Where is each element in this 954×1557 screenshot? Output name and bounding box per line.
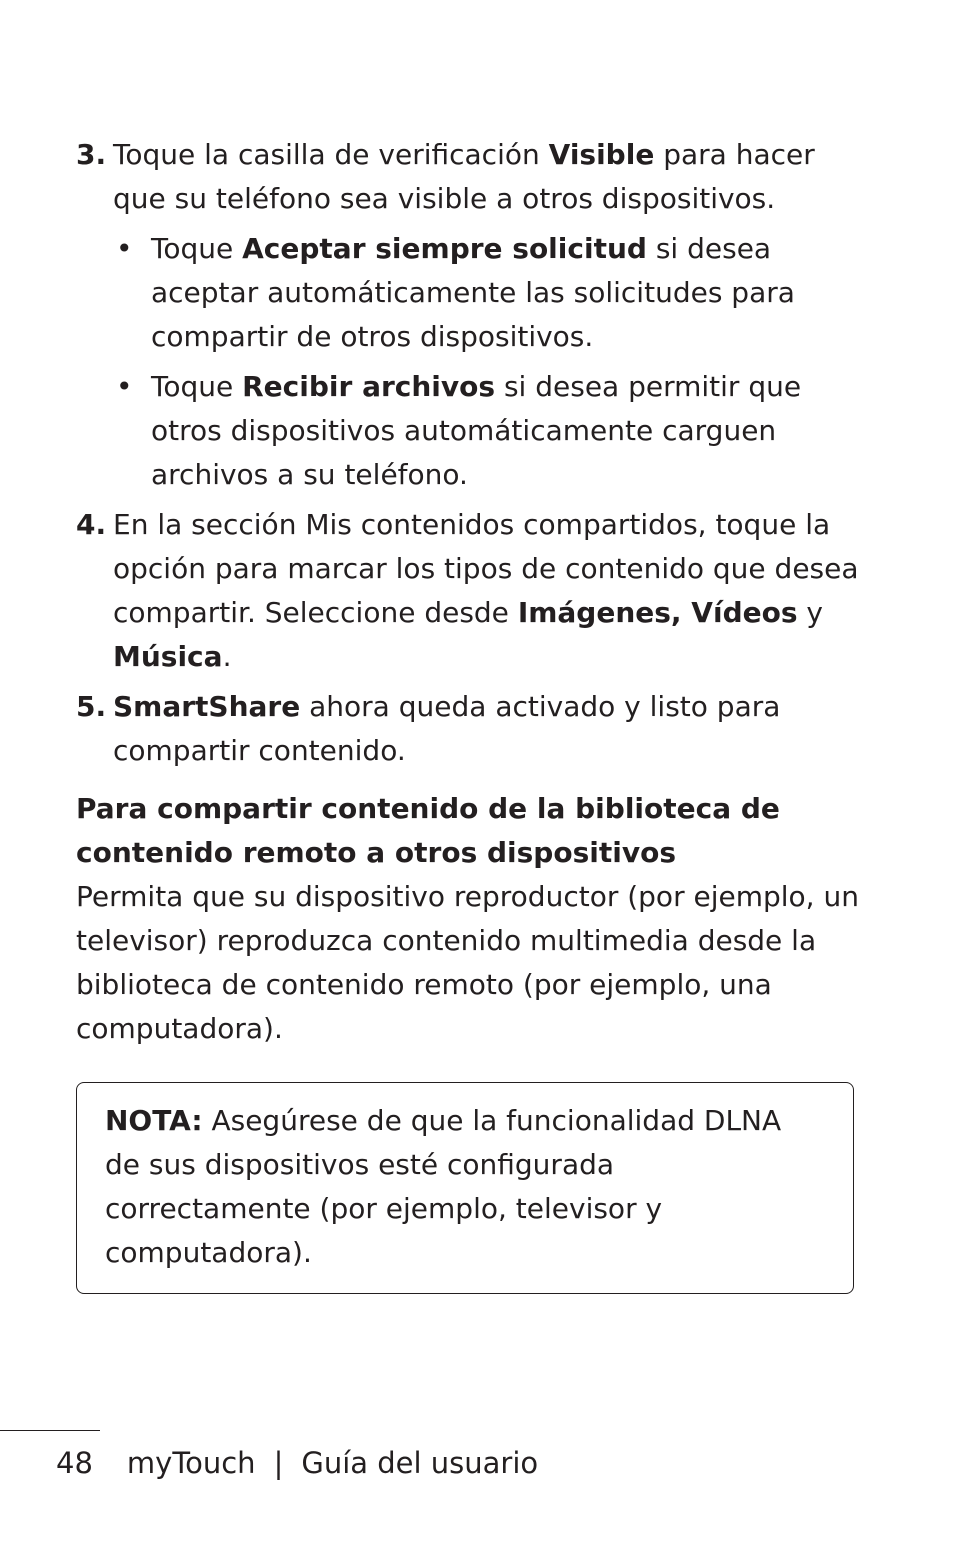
step-5 (76, 685, 876, 773)
step-text: En la sección Mis contenidos compartidos, toque la opción para marcar los tipos de contenido que desea compartir. Seleccione desde (113, 508, 859, 629)
bullet-bold-term: Recibir archivos (242, 370, 496, 403)
step-bold-term: Visible (548, 138, 655, 171)
step-text: ahora queda activado y listo para compartir contenido. (113, 690, 781, 767)
bullet-item (113, 227, 876, 359)
step-text: . (222, 640, 232, 673)
step-bold-term: SmartShare (113, 690, 301, 723)
footer-rule (0, 1430, 100, 1431)
bullet-item (113, 365, 876, 497)
note-box (76, 1082, 854, 1294)
step-text: para hacer que su teléfono sea visible a otros dispositivos. (113, 138, 815, 215)
step-number: 3. (76, 138, 107, 171)
step-text: Toque la casilla de verificación (113, 138, 549, 171)
footer-separator: | (273, 1446, 284, 1480)
section-heading: Para compartir contenido de la biblioteca de contenido remoto a otros dispositivos (76, 792, 780, 869)
bullet-text: si desea permitir que otros dispositivos automáticamente carguen archivos a su teléfono. (151, 370, 802, 491)
bullet-text: si desea aceptar automáticamente las solicitudes para compartir de otros dispositivos. (151, 232, 795, 353)
bullet-text: Toque (151, 232, 243, 265)
step-3-bullets (113, 227, 876, 497)
bullet-bold-term: Aceptar siempre solicitud (242, 232, 647, 265)
page-number: 48 (56, 1446, 93, 1480)
step-bold-term: Música (113, 640, 223, 673)
step-4 (76, 503, 876, 679)
note-text: Asegúrese de que la funcionalidad DLNA de sus dispositivos esté configurada correctamente (por ejemplo, televisor y computadora). (105, 1104, 782, 1269)
step-text: y (797, 596, 823, 629)
bullet-icon: • (116, 370, 133, 403)
note-label: NOTA: (105, 1104, 203, 1137)
footer-product: myTouch (126, 1446, 256, 1480)
footer-guide-title: Guía del usuario (301, 1446, 539, 1480)
section-body: Permita que su dispositivo reproductor (por ejemplo, un televisor) reproduzca contenido multimedia desde la biblioteca de contenido remoto (por ejemplo, una computadora). (76, 880, 859, 1045)
step-3 (76, 133, 876, 221)
bullet-icon: • (116, 232, 133, 265)
page-content (76, 133, 876, 1051)
bullet-text: Toque (151, 370, 243, 403)
page-footer (56, 1441, 538, 1485)
step-bold-term: Imágenes, Vídeos (517, 596, 798, 629)
step-number: 4. (76, 508, 107, 541)
step-number: 5. (76, 690, 107, 723)
